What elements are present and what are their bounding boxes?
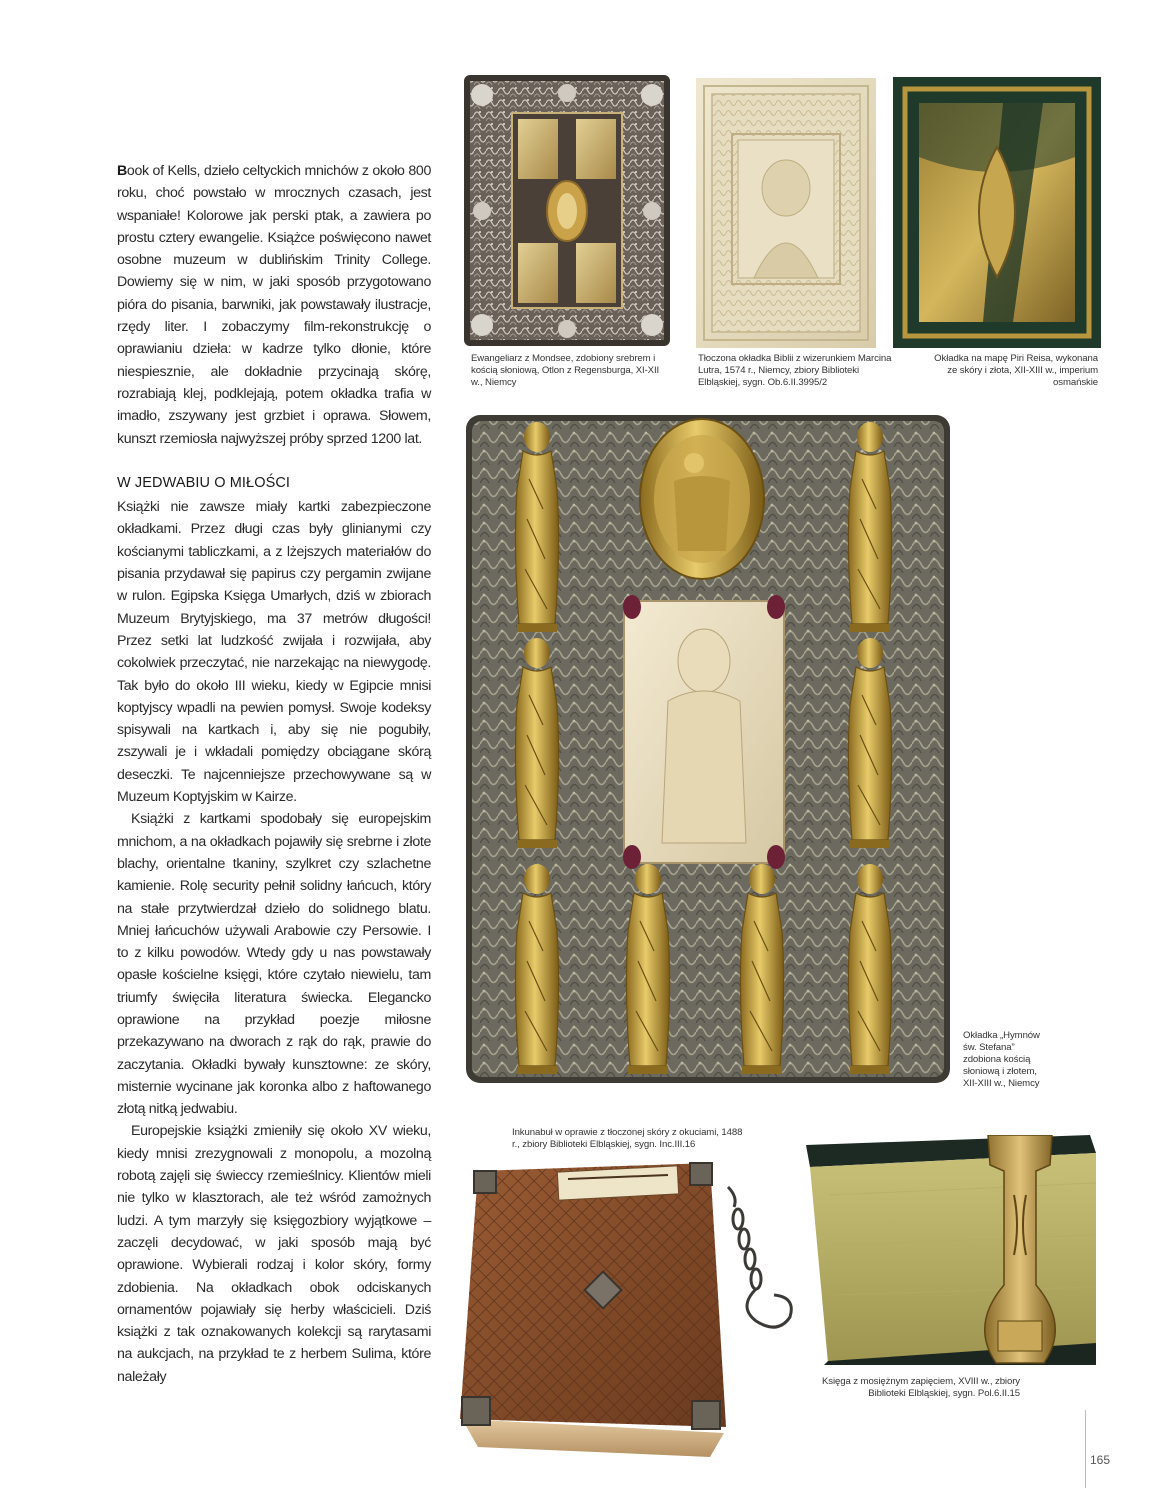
paragraph-4: Europejskie książki zmieniły się około XV wieku, kiedy mnisi zrezygnowali z monopolu, a mozolną robotą zajęli się świeccy rzemieślnicy. Klientów mieli nie tylko w klasztorach, ale też wśród zamożnych ludzi. A tym marzyły się księgozbiory wyjątkowe – zaczęli decydować, w jaki sposób mają być oprawione. Wybierali rodzaj i kolor skóry, formy zdobienia. Na okładkach obok odciskanych ornamentów pojawiały się herby właścicieli. Dziś książki z tak oznakowanych kolekcji są rarytasami na aukcjach, na przykład te z herbem Sulima, które należały	[117, 1123, 431, 1385]
caption-incunable: Inkunabuł w oprawie z tłoczonej skóry z okuciami, 1488 r., zbiory Biblioteki Elbląskiej, sygn. Inc.III.16	[512, 1127, 743, 1150]
photo-luther-binding	[696, 78, 876, 348]
photo-mondsee-gospel	[462, 73, 672, 348]
caption-mondsee: Ewangeliarz z Mondsee, zdobiony srebrem i kością słoniową, Otlon z Regensburga, XI-XII w., Niemcy	[471, 353, 660, 388]
drop-cap: B	[117, 163, 127, 179]
paragraph-1-text: ook of Kells, dzieło celtyckich mnichów z około 800 roku, choć powstało w mrocznych czasach, jest wspaniałe! Kolorowe jak perski ptak, a zawiera po prostu cztery ewangelie. Książce poświęcono nawet osobne muzeum w dublińskim Trinity College. Dowiemy się w nim, w jaki sposób przygotowano pióra do pisania, barwniki, jak powstawały ilustracje, rzędy liter. I zobaczymy film-rekonstrukcję o oprawianiu dzieła: w kadrze tylko dłonie, które niespiesznie, ale dokładnie przycinają skórę, rozrabiają klej, podklejają, potem okładka trafia w imadło, zszywany jest grzbiet i oprawa. Słowem, kunszt rzemiosła najwyższej próby sprzed 1200 lat.	[117, 163, 431, 447]
caption-brass-clasp: Księga z mosiężnym zapięciem, XVIII w., zbiory Biblioteki Elbląskiej, sygn. Pol.6.II.15	[821, 1376, 1020, 1399]
page-number-rule	[1085, 1410, 1086, 1488]
photo-stefan-hymns	[462, 411, 954, 1087]
paragraph-3: Książki z kartkami spodobały się europejskim mnichom, a na okładkach pojawiły się srebrne i złote blachy, orientalne tkaniny, szylkret czy szlachetne kamienie. Rolę security pełnił solidny łańcuch, który na stałe przytwierdzał dzieło do solidnego blatu. Mniej łańcuchów używali Arabowie czy Persowie. I to z kilku powodów. Wtedy gdy u nas powstawały opasłe kościelne księgi, które czytało niewielu, tam triumfy święciła literatura świecka. Elegancko oprawione na przykład poezje miłosne przekazywano na dworach z rąk do rąk, prawie do zaczytania. Okładki bywały kunsztowne: ze skóry, misternie wycinane jak koronka albo z haftowanego złotą nitką jedwabiu.	[117, 811, 431, 1118]
caption-stefan: Okładka „Hymnów św. Stefana” zdobiona kością słoniową i złotem, XII-XIII w., Niemcy	[963, 1030, 1040, 1089]
page-number: 165	[1090, 1453, 1111, 1467]
photo-brass-clasp-book	[800, 1135, 1096, 1365]
photo-incunable	[438, 1157, 798, 1459]
article-column	[117, 160, 431, 1388]
caption-luther: Tłoczona okładka Biblii z wizerunkiem Marcina Lutra, 1574 r., Niemcy, zbiory Biblioteki Elbląskiej, sygn. Ob.6.II.3995/2	[698, 353, 892, 388]
photo-piri-reis-cover	[893, 77, 1101, 348]
caption-piri-reis: Okładka na mapę Piri Reisa, wykonana ze skóry i złota, XII-XIII w., imperium osmańskie	[934, 353, 1098, 388]
section-heading: W JEDWABIU O MIŁOŚCI	[117, 474, 291, 491]
paragraph-2: Książki nie zawsze miały kartki zabezpieczone okładkami. Przez długi czas były glinianymi czy kościanymi tabliczkami, a z lżejszych materiałów do pisania przydawał się papirus czy pergamin zwijane w rulon. Egipska Księga Umarłych, dziś w zbiorach Muzeum Brytyjskiego, ma 37 metrów długości! Przez setki lat ludzkość zwijała i rozwijała, aby cokolwiek przeczytać, nie narzekając na niewygodę. Tak było do około III wieku, kiedy w Egipcie mnisi koptyjscy wpadli na pewien pomysł. Swoje kodeksy spisywali na kartkach i, aby się nie pogubiły, zszywali je i wkładali pomiędzy obciągane skórą deseczki. Te najcenniejsze przechowywane są w Muzeum Koptyjskim w Kairze.	[117, 499, 431, 806]
paragraph-1	[117, 160, 431, 450]
